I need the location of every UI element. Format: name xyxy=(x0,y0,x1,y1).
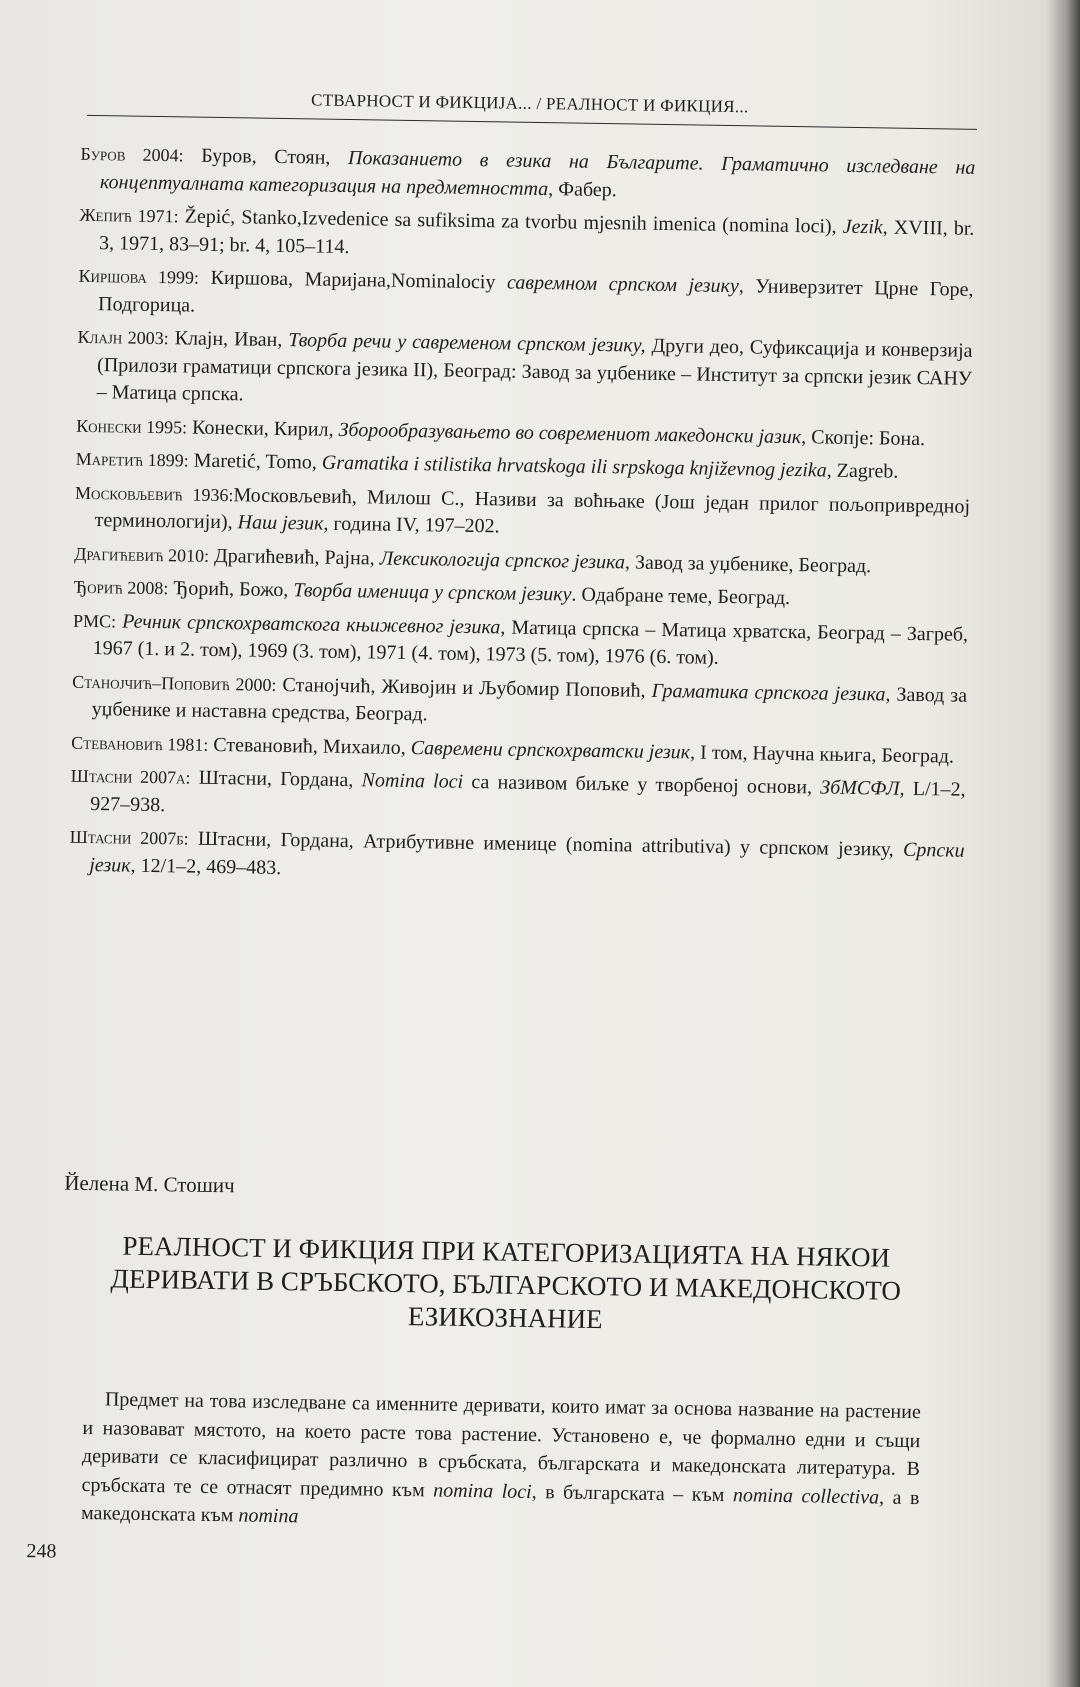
text-segment: , Завод за уџбенике, Београд. xyxy=(624,550,872,577)
text-segment: , Фабер. xyxy=(548,177,617,201)
italic-text: nomina xyxy=(238,1504,299,1528)
text-segment: Žepić, Stanko,Izvedenice sa sufiksima za tvorbu mjesnih imenica (nomina loci) xyxy=(178,205,832,238)
text-segment: , 12/1–2, 469–483. xyxy=(130,854,282,879)
italic-text: Наш језик xyxy=(237,511,324,535)
text-segment: Киршова, Маријана,Nominalociу xyxy=(198,266,508,294)
reference-key: Конески 1995: xyxy=(76,415,188,438)
reference-key: Штасни 2007б: xyxy=(69,826,189,849)
italic-text: Зборообразувањето во современиот македонски јазик xyxy=(338,418,802,448)
text-segment: , в българската – към xyxy=(531,1480,734,1506)
reference-key: Станојчић–Поповић 2000: xyxy=(72,671,277,695)
italic-text: Творба речи у савременом српском језику, xyxy=(288,329,646,357)
text-segment: са називом биљке у творбеној основи, xyxy=(462,770,821,799)
article-title xyxy=(50,1228,961,1341)
text-segment: Стевановић, Михаило, xyxy=(208,733,411,759)
title-line: ДЕРИВАТИ В СРЪБСКОТО, БЪЛГАРСКОТО И МАКЕДОНСКОТО xyxy=(110,1263,902,1306)
reference-entry xyxy=(79,202,975,271)
text-segment: Клајн, Иван, xyxy=(168,327,289,352)
reference-key: Стевановић 1981: xyxy=(71,732,209,755)
italic-text: Jezik xyxy=(842,215,883,239)
italic-text: Савремени српскохрватски језик xyxy=(410,736,691,763)
italic-text: nomina collectiva xyxy=(732,1483,880,1509)
italic-text: Лексикологија српског језика xyxy=(379,547,626,573)
reference-entry xyxy=(72,668,968,737)
reference-key: Маретић 1899: xyxy=(75,448,189,471)
reference-entry xyxy=(78,263,974,332)
text-segment: , xyxy=(831,215,843,238)
text-segment: , Zagreb. xyxy=(826,459,899,483)
italic-text: Gramatika i stilistika hrvatskoga ili srpskoga književnog jezika xyxy=(321,451,827,482)
text-segment: , година IV, 197–202. xyxy=(323,512,500,538)
text-segment: , Универзитет Црне Горе, Подгорица. xyxy=(97,275,974,317)
italic-text: ЗбМСФЛ xyxy=(820,776,900,800)
reference-entry xyxy=(80,141,976,210)
reference-key: Клајн 2003: xyxy=(77,326,169,349)
reference-entry xyxy=(72,607,968,676)
page-number: 248 xyxy=(26,1540,57,1563)
italic-text: nomina loci xyxy=(433,1479,532,1503)
text-segment: Штасни, Гордана, xyxy=(190,766,362,792)
text-segment: , I том, Научна књига, Београд. xyxy=(689,740,955,768)
title-line: ЕЗИКОЗНАНИЕ xyxy=(407,1301,603,1335)
text-segment: Московљевић, Милош С., Називи за воћњаке (Још један прилог пољопривредној терминологији), xyxy=(94,483,971,534)
text-segment: , L/1–2, 927–938. xyxy=(90,777,966,816)
article-author: Йелена М. Стошич xyxy=(64,1170,235,1198)
text-segment: , а в македонската към xyxy=(80,1486,920,1527)
reference-key: Ђорић 2008: xyxy=(73,576,169,599)
reference-entry xyxy=(70,763,966,832)
text-segment: . Одабране теме, Београд. xyxy=(571,583,791,609)
text-segment: Конески, Кирил, xyxy=(186,416,339,441)
text-segment: , Скопје: Бона. xyxy=(801,425,926,450)
italic-text: Граматика српскога језика xyxy=(651,679,886,706)
reference-key: РМС: xyxy=(72,610,117,631)
text-segment: Предмет на това изследване са именните деривати, които имат за основа название на растение и назовават мястото, на което расте това растение. Установено е, че формално едни и същи деривати се класифицират различно в сръбската, българската и македонската литература. В сръбската те се отнасят предимно към xyxy=(81,1388,921,1501)
reference-entry xyxy=(77,324,973,421)
text-segment: Буров, Стоян, xyxy=(183,144,349,169)
text-segment: Штасни, Гордана, Атрибутивне именице (nomina attributiva) у српском језику, xyxy=(188,827,904,861)
reference-key: Московљевић 1936: xyxy=(74,482,234,505)
page-edge-shadow xyxy=(1046,0,1080,1687)
italic-text: Творба именица у српском језику xyxy=(293,579,572,606)
italic-text: Nomina loci xyxy=(361,769,464,793)
italic-text: Речник српскохрватскога књижевног језика xyxy=(122,610,501,638)
text-segment: Станојчић, Живојин и Љубомир Поповић, xyxy=(276,673,652,702)
reference-entry xyxy=(69,824,965,893)
text-segment: , Завод за уџбенике и наставна средства, Београд. xyxy=(91,683,968,726)
reference-entry xyxy=(74,479,970,548)
text-segment: , XVIII, br. 3, 1971, 83–91; br. 4, 105–114. xyxy=(98,216,975,258)
reference-key: Жепић 1971: xyxy=(79,204,179,227)
italic-text: Показанието в езика на Българите. Граматично изследване на концептуалната категоризация на предметността xyxy=(99,146,976,200)
reference-key: Драгићевић 2010: xyxy=(74,543,210,566)
italic-text: савремном српском језику xyxy=(506,271,739,298)
abstract-paragraph xyxy=(81,1385,921,1541)
reference-list xyxy=(69,141,976,899)
text-segment: Maretić, Tomo, xyxy=(188,449,323,474)
text-segment: Други део, Суфиксација и конверзија (Прилози граматици српскога језика II), Београд: Завод за уџбенике – Институт за српски језик САНУ – Матица српска. xyxy=(96,334,973,406)
text-segment: Драгићевић, Рајна, xyxy=(208,544,380,570)
italic-text: Српски језик xyxy=(89,838,965,877)
reference-key: Киршова 1999: xyxy=(78,265,200,288)
reference-key: Буров 2004: xyxy=(80,143,184,166)
running-head: СТВАРНОСТ И ФИКЦИЈА... / РЕАЛНОСТ И ФИКЦИЯ... xyxy=(310,90,749,117)
reference-key: Штасни 2007а: xyxy=(70,765,191,788)
text-segment: Ђорић, Божо, xyxy=(168,577,294,602)
title-line: РЕАЛНОСТ И ФИКЦИЯ ПРИ КАТЕГОРИЗАЦИЯТА НА НЯКОИ xyxy=(122,1230,891,1273)
text-segment: , Матица српска – Матица хрватска, Београд – Загреб, 1967 (1. и 2. том), 1969 (3. том), 1971 (4. том), 1973 (5. том), 1976 (6. том). xyxy=(92,615,969,669)
